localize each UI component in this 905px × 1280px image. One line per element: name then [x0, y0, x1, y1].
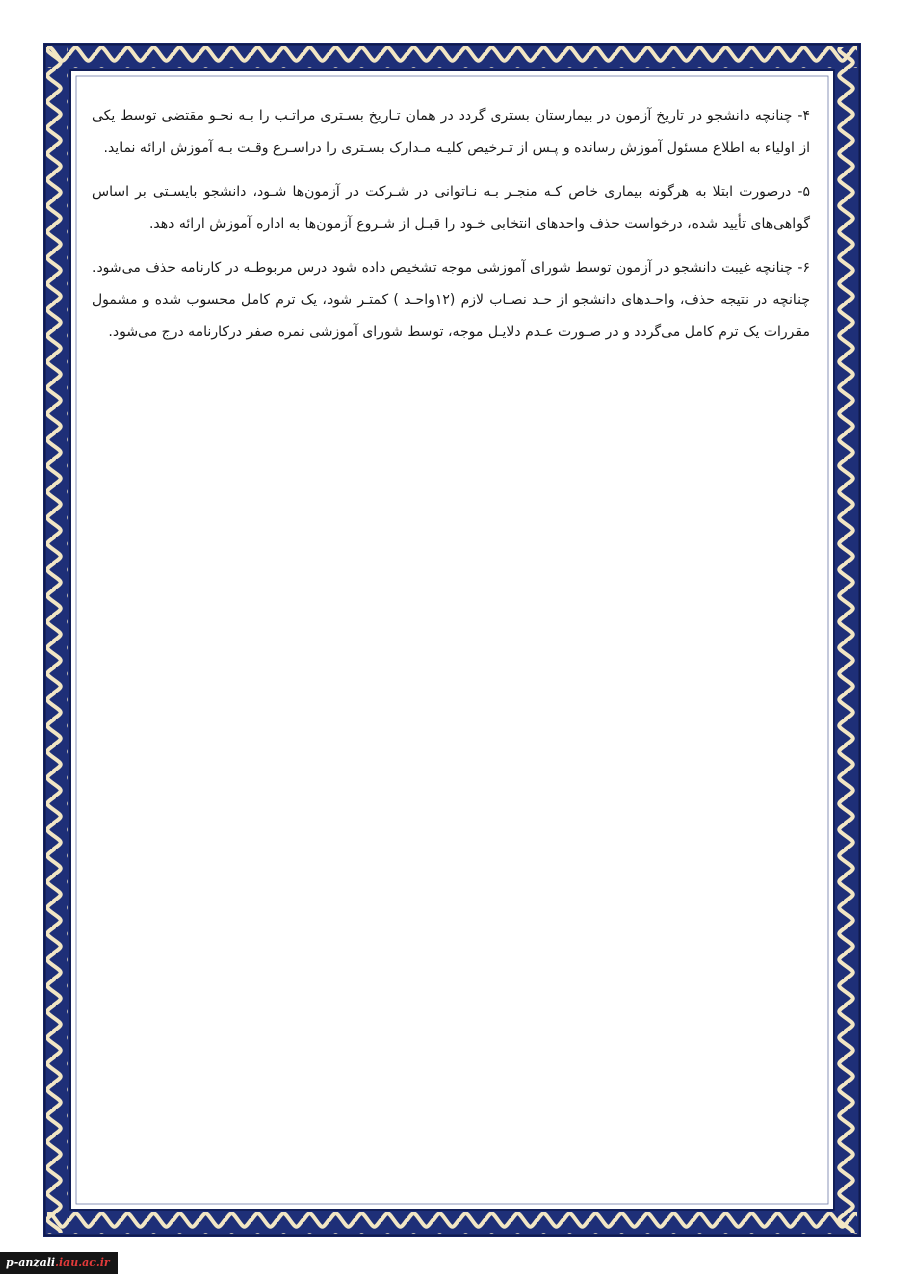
- site-watermark: [0, 1252, 118, 1274]
- watermark-prefix: p-anzali: [6, 1256, 56, 1269]
- watermark-domain: .iau.ac.ir: [55, 1256, 110, 1269]
- document-body: [92, 100, 810, 360]
- paragraph-rule-5: ۵- درصورت ابتلا به هرگونه بیماری خاص کـه منجـر بـه نـاتوانی در شـرکت در آزمون‌ها شـود، دانشجو بایسـتی بر اساس گواهی‌های تأیید شده، درخواست حذف واحدهای انتخابی خـود را قبـل از شـروع آزمون‌ها به اداره آموزش ارائه دهد.: [92, 184, 810, 232]
- paragraph-rule-4: ۴- چنانچه دانشجو در تاریخ آزمون در بیمارستان بستری گردد در همان تـاریخ بسـتری مراتـب را بـه نحـو مقتضی توسط یکی از اولیاء به اطلاع مسئول آموزش رسانده و پـس از تـرخیص کلیـه مـدارک بسـتری را دراسـرع وقـت بـه آموزش ارائه نماید.: [92, 108, 810, 156]
- paragraph-rule-6: ۶- چنانچه غیبت دانشجو در آزمون توسط شورای آموزشی موجه تشخیص داده شود درس مربوطـه در کارنامه حذف می‌شود. چنانچه در نتیجه حذف، واحـدهای دانشجو از حـد نصـاب لازم (۱۲واحـد ) کمتـر شود، یک ترم کامل محسوب شده و مشمول مقررات یک ترم کامل می‌گردد و در صـورت عـدم دلایـل موجه، توسط شورای آموزشی نمره صفر درکارنامه درج می‌شود.: [92, 260, 810, 340]
